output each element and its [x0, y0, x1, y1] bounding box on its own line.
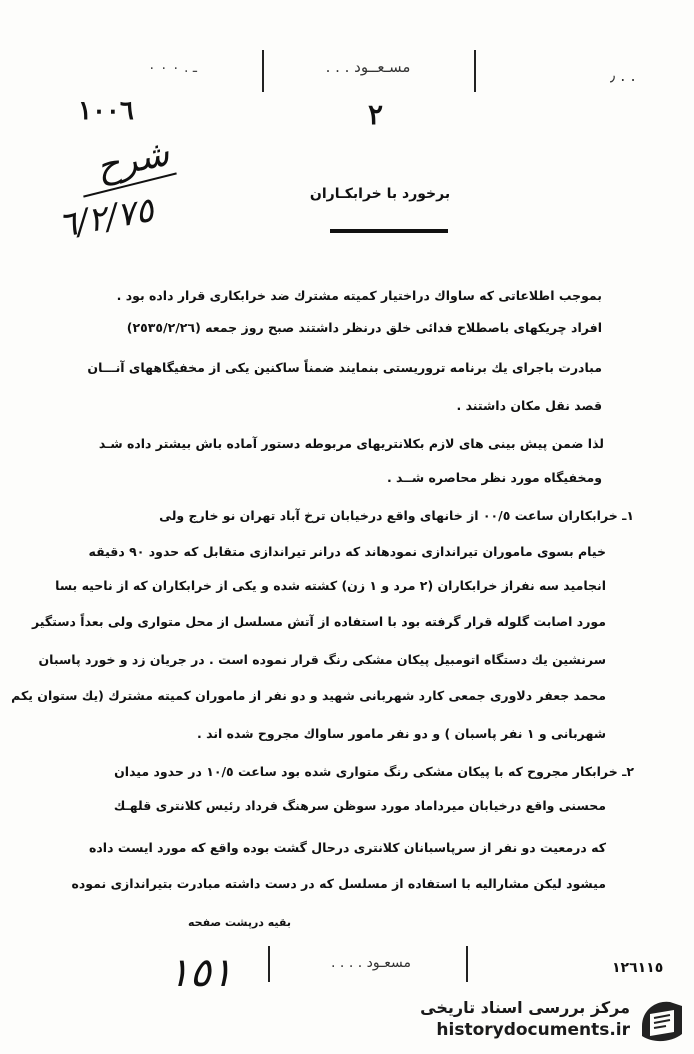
handwritten-annotation: شرح [92, 132, 173, 189]
watermark-url[interactable]: historydocuments.ir [436, 1020, 630, 1040]
body-line: ومخفيگاه مورد نظر محاصره شــد . [386, 470, 602, 485]
handwritten-date: ٦/٢/٧٥ [55, 189, 157, 247]
body-line: كه درمعيت دو نفر از سرپاسبانان كلانترى درحال گشت بوده واقع كه مورد ايست داده [89, 840, 606, 855]
top-stamp: مسـعــود . . . [325, 58, 411, 76]
subject-underline [330, 229, 448, 233]
page-number: ٢ [368, 98, 384, 131]
document-subject: برخورد با خرابکـاران [309, 186, 451, 202]
body-line: خيام بسوى ماموران تيراندازى نمودهاند كه درانر تيراندازى متقابل كه حدود ٩٠ دقيقه [88, 544, 606, 559]
document-number: ١٠٠٦ [78, 96, 134, 126]
watermark-title: مرکز بررسی اسناد تاریخی [420, 998, 630, 1017]
top-right-mark: ٫ . . [610, 66, 636, 85]
body-line: سرنشين يك دستگاه اتومبيل پيكان مشكى رنگ قرار نموده است . در جريان زد و خورد پاسبان [38, 652, 606, 667]
body-line: قصد نقل مكان داشتند . [456, 398, 602, 413]
body-line: محمد جعفر دلاوری جمعى كارد شهربانى شهيد و دو نفر از ماموران كميته مشترك (يك ستوان يكم [11, 688, 606, 703]
body-line: لذا ضمن پيش بينى هاى لازم بكلانتريهاى مربوطه دستور آماده باش بيشتر داده شـد [98, 436, 604, 451]
handwritten-page-number: ١٥١ [168, 950, 233, 996]
watermark [408, 994, 688, 1048]
body-line: ميشود ليكن مشاراليه با استفاده از مسلسل كه در دست داشته مبادرت بتيراندازى نموده [71, 876, 606, 891]
archive-code: ١٢٦١١٥ [612, 960, 664, 976]
body-line: ٢ـ خرابكار مجروح كه با پيكان مشكى رنگ متوارى شده بود ساعت ١٠/٥ در حدود ميدان [114, 764, 634, 779]
body-line: مبادرت باجراى يك برنامه تروريستى بنمايند ضمناً ساكنين يكى از مخفيگاههاى آنـــان [87, 360, 602, 375]
body-line: مورد اصابت گلوله قرار گرفته بود با استفاده از آتش مسلسل از محل متواری ولى بعداً دستگير [31, 614, 606, 629]
body-line: انجاميد سه نفراز خرابكاران (٢ مرد و ١ زن) كشته شده و يكى از خرابكاران كه از ناحيه بسا [55, 578, 606, 593]
body-line: ١ـ خرابكاران ساعت ٠٠/٥ از خانهاى واقع درخيابان ترخ آباد تهران نو خارج ولى [159, 508, 634, 523]
body-line: محسنى واقع درخيابان ميرداماد مورد سوظن سرهنگ فرداد رئيس كلانترى قلهـك [113, 798, 606, 813]
archive-logo-icon [636, 996, 688, 1046]
body-line: بموجب اطلاعاتى كه ساواك دراختيار كميته مشترك ضد خرابكارى قرار داده بود . [116, 288, 602, 303]
body-line: افراد چريكهاى باصطلاح فدائى خلق درنظر داشتند صبح روز جمعه (٢٥٣٥/٢/٢٦) [126, 320, 602, 335]
body-line: شهربانى و ١ نفر پاسبان ) و دو نفر مامور ساواك مجروح شده اند . [197, 726, 606, 741]
bottom-stamp: مسعـود . . . . [331, 955, 411, 971]
top-left-mark: ـ . ٠ ٠ ٠ [148, 60, 197, 76]
continued-note: بقيه درپشت صفحه [188, 916, 291, 929]
